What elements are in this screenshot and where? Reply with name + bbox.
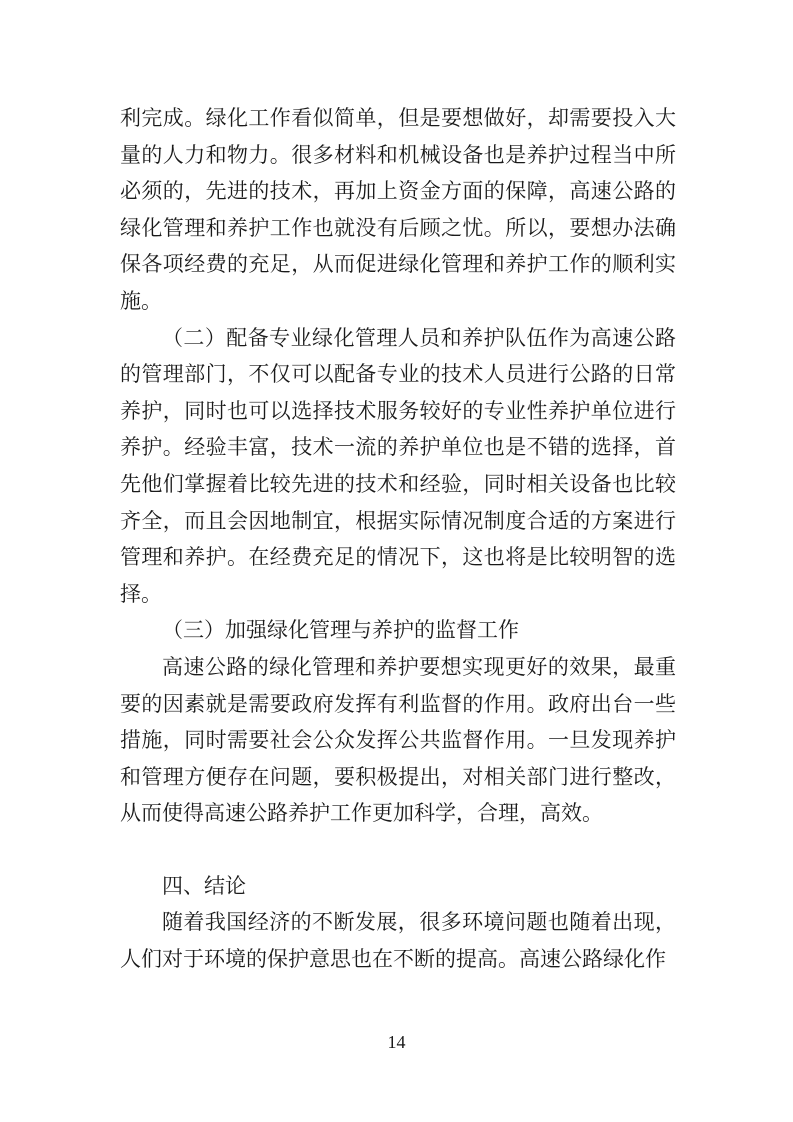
paragraph-supervision: 高速公路的绿化管理和养护要想实现更好的效果，最重要的因素就是需要政府发挥有利监督的作用。政府出台一些措施，同时需要社会公众发挥公共监督作用。一旦发现养护和管理方便存在问题，要积极提出，对相关部门进行整改，从而使得高速公路养护工作更加科学，合理，高效。 (120, 654, 676, 826)
paragraph-continuation: 利完成。绿化工作看似简单，但是要想做好，却需要投入大量的人力和物力。很多材料和机械设备也是养护过程当中所必须的，先进的技术，再加上资金方面的保障，高速公路的绿化管理和养护工作也就没有后顾之忧。所以，要想办法确保各项经费的充足，从而促进绿化管理和养护工作的顺利实施。 (120, 106, 676, 313)
paragraph-conclusion: 随着我国经济的不断发展，很多环境问题也随着出现，人们对于环境的保护意思也在不断的提高。高速公路绿化作 (120, 910, 676, 972)
page-number: 14 (387, 1032, 406, 1052)
heading-conclusion: 四、结论 (162, 873, 246, 898)
paragraph-section-two: （二）配备专业绿化管理人员和养护队伍作为高速公路的管理部门，不仅可以配备专业的技术人员进行公路的日常养护，同时也可以选择技术服务较好的专业性养护单位进行养护。经验丰富，技术一流的养护单位也是不错的选择，首先他们掌握着比较先进的技术和经验，同时相关设备也比较齐全，而且会因地制宜，根据实际情况制度合适的方案进行管理和养护。在经费充足的情况下，这也将是比较明智的选择。 (120, 325, 676, 606)
body-text (120, 100, 676, 978)
heading-section-three: （三）加强绿化管理与养护的监督工作 (162, 618, 519, 643)
